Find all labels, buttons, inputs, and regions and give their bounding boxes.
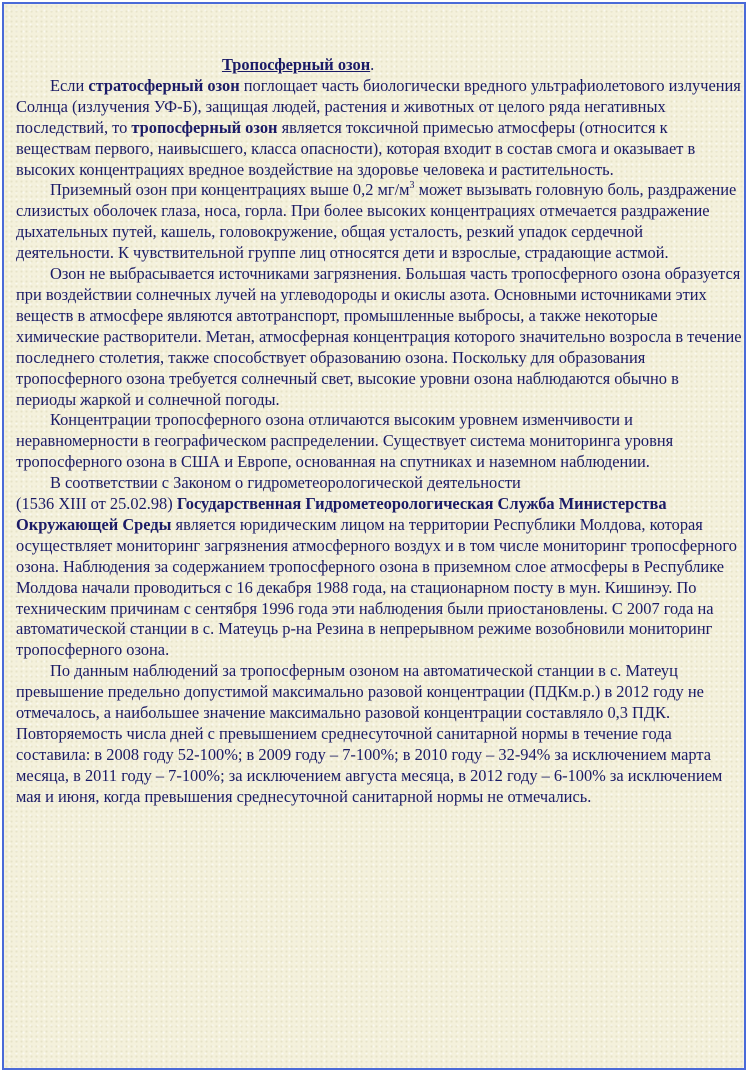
paragraph-observations: По данным наблюдений за тропосферным озоном на автоматической станции в с. Матеуц превышение предельно допустимой максимально разовой концентрации (ПДКм.р.) в 2012 году не отмечалось, а наибольшее значение максимально разовой концентрации составляло 0,3 ПДК. Повторяемость числа дней с превышением среднесуточной санитарной нормы в течение года составила: в 2008 году 52-100%; в 2009 году – 7-100%; в 2010 году – 32-94% за исключением марта месяца, в 2011 году – 7-100%; за исключением августа месяца, в 2012 году – 6-100% за исключением мая и июня, когда превышения среднесуточной санитарной нормы не отмечались. — [16, 661, 723, 806]
document-body — [16, 55, 743, 808]
p1-text-3: является токсичной примесью атмосферы (относится к веществам первого, наивысшего, класса опасности), которая входит в состав смога и оказывает в высоких концентрациях вредное воздействие на здоровье человека и растительность. — [16, 117, 696, 179]
document-title: Тропосферный озон — [222, 55, 371, 74]
paragraph-hydromet-service-cont — [16, 494, 743, 661]
title-period: . — [370, 55, 375, 74]
paragraph-stratospheric-vs-tropospheric — [16, 76, 743, 181]
p1-text-2: поглощает часть биологически вредного ультрафиолетового излучения Солнца (излучения УФ-Б), защищая людей, растения и животных от целого ряда негативных последствий, то — [16, 75, 741, 137]
p2-text-2: может вызывать головную боль, раздражение слизистых оболочек глаза, носа, горла. При более высоких концентрациях отмечается раздражение дыхательных путей, кашель, головокружение, общая усталость, резкий упадок сердечной деятельности. К чувствительной группе лиц относятся дети и взрослые, страдающие астмой. — [16, 180, 737, 263]
p5-text-1: (1536 XIII от 25.02.98) — [16, 494, 177, 514]
paragraph-hydromet-service — [16, 473, 743, 494]
p5-first-line: В соответствии с Законом о гидрометеорологической деятельности — [50, 473, 521, 493]
text-box — [2, 2, 746, 1070]
p5-text-2: является юридическим лицом на территории Республики Молдова, которая осуществляет мониторинг загрязнения атмосферного воздух и в том числе мониторинг тропосферного озона. Наблюдения за содержанием тропосферного озона в приземном слое атмосферы в Республике Молдова начали проводиться с 16 декабря 1988 года, на стационарном посту в мун. Кишинэу. По техническим причинам с сентября 1996 года эти наблюдения были приостановлены. С 2007 года на автоматической станции в с. Матеуць р-на Резина в непрерывном режиме возобновили мониторинг тропосферного озона. — [16, 514, 737, 660]
paragraph-formation: Озон не выбрасывается источниками загрязнения. Большая часть тропосферного озона образуется при воздействии солнечных лучей на углеводороды и окислы азота. Основными источниками этих веществ в атмосфере являются автотранспорт, промышленные выбросы, а также некоторые химические растворители. Метан, атмосферная концентрация которого значительно возросла в течение последнего столетия, также способствует образованию озона. Поскольку для образования тропосферного озона требуется солнечный свет, высокие уровни озона наблюдаются обычно в периоды жаркой и солнечной погоды. — [16, 264, 742, 409]
title-line — [16, 55, 743, 76]
p5-bold-service-name: Государственная Гидрометеорологическая Служба Министерства Окружающей Среды — [16, 494, 667, 534]
paragraph-variability: Концентрации тропосферного озона отличаются высоким уровнем изменчивости и неравномерности в географическом распределении. Существует система мониторинга уровня тропосферного озона в США и Европе, основанная на спутниках и наземном наблюдении. — [16, 410, 674, 472]
p1-bold-stratospheric-ozone: стратосферный озон — [88, 75, 240, 95]
p1-bold-tropospheric-ozone: тропосферный озон — [131, 117, 278, 137]
paragraph-health-effects — [16, 180, 743, 264]
p2-superscript: 3 — [409, 180, 415, 192]
p1-text-1: Если — [50, 75, 89, 95]
p2-text-1: Приземный озон при концентрациях выше 0,2 мг/м — [50, 180, 410, 200]
